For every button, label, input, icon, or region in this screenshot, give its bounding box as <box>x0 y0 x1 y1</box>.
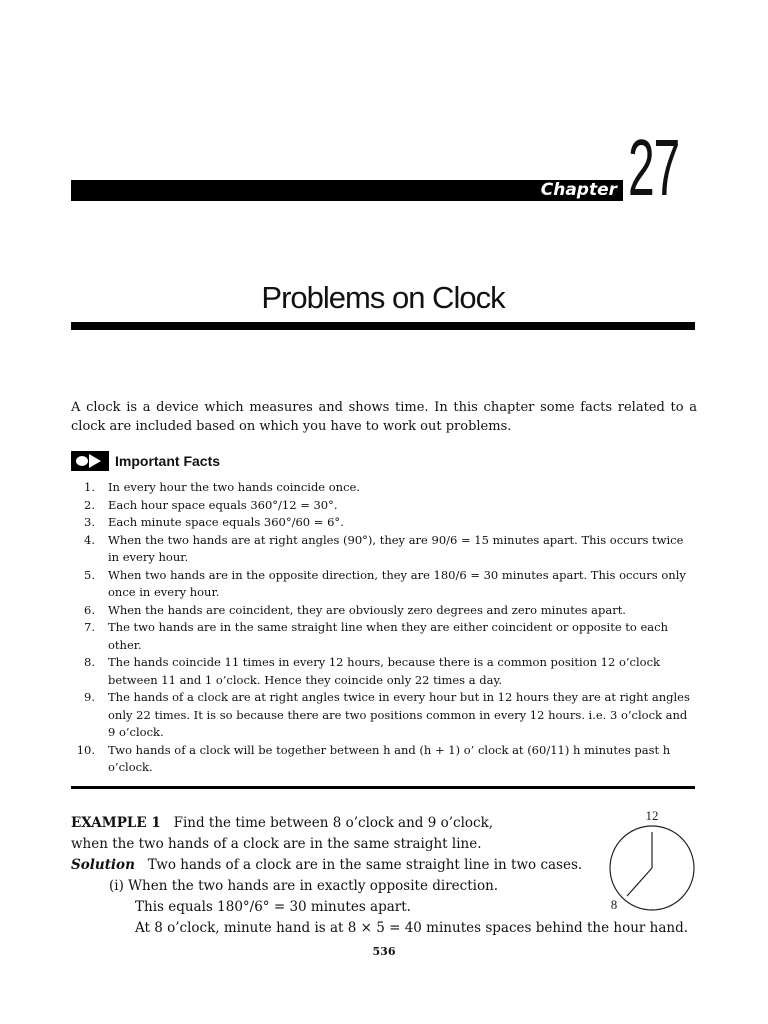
facts-heading-label: Important Facts <box>115 453 221 469</box>
chapter-label: Chapter <box>540 180 617 200</box>
fact-item: 2. Each hour space equals 360°/12 = 30°. <box>84 497 338 512</box>
chapter-title: Problems on Clock <box>261 280 505 315</box>
section-divider <box>71 786 695 789</box>
chapter-bar <box>71 180 623 201</box>
fact-item: 6. When the hands are coincident, they are obviously zero degrees and zero minutes apart. <box>84 602 626 617</box>
solution-case-i: (i) When the two hands are in exactly opposite direction. <box>109 878 499 894</box>
chapter-number: 27 <box>628 123 679 212</box>
fact-item: 3. Each minute space equals 360°/60 = 6°. <box>84 515 344 529</box>
example-question: Find the time between 8 o’clock and 9 o’clock, <box>173 815 494 831</box>
clock-hour-hand <box>627 868 652 896</box>
title-rule <box>71 322 695 330</box>
fact-item: 4. When the two hands are at right angles (90°), they are 90/6 = 15 minutes apart. This occurs twice in every hour. <box>84 532 684 564</box>
fact-item: 7. The two hands are in the same straight line when they are either coincident or opposite to each other. <box>84 620 668 652</box>
facts-arrow-icon <box>71 451 109 471</box>
page-number: 536 <box>372 945 396 958</box>
fact-item: 10. Two hands of a clock will be together between h and (h + 1) o’ clock at (60/11) h minutes past h o’clock. <box>76 742 671 774</box>
fact-item: 8. The hands coincide 11 times in every 12 hours, because there is a common position 12 o’clock between 11 and 1 o’clock. Hence they coincide only 22 times a day. <box>84 655 661 687</box>
facts-list <box>71 479 691 777</box>
fact-item: 5. When two hands are in the opposite direction, they are 180/6 = 30 minutes apart. This occurs only once in every hour. <box>84 567 686 599</box>
clock-diagram <box>600 806 700 916</box>
example-heading: EXAMPLE 1 <box>71 815 161 831</box>
example-question-cont: when the two hands of a clock are in the same straight line. <box>71 836 482 852</box>
solution-text: Two hands of a clock are in the same straight line in two cases. <box>147 857 583 873</box>
fact-item: 1. In every hour the two hands coincide once. <box>84 480 360 494</box>
fact-item: 9. The hands of a clock are at right angles twice in every hour but in 12 hours they are at right angles only 22 times. It is so because there are two positions common in every 12 hours. i.e. 3 o’clock and 9 o’clock. <box>84 690 690 739</box>
solution-heading: Solution <box>71 857 135 873</box>
solution-line: At 8 o’clock, minute hand is at 8 × 5 = 40 minutes spaces behind the hour hand. <box>135 920 689 936</box>
solution-line: This equals 180°/6° = 30 minutes apart. <box>135 899 411 915</box>
clock-label-8: 8 <box>610 897 618 912</box>
intro-paragraph: A clock is a device which measures and shows time. In this chapter some facts related to a clock are included based on which you have to work out problems. <box>71 400 697 434</box>
clock-label-12: 12 <box>645 808 659 823</box>
